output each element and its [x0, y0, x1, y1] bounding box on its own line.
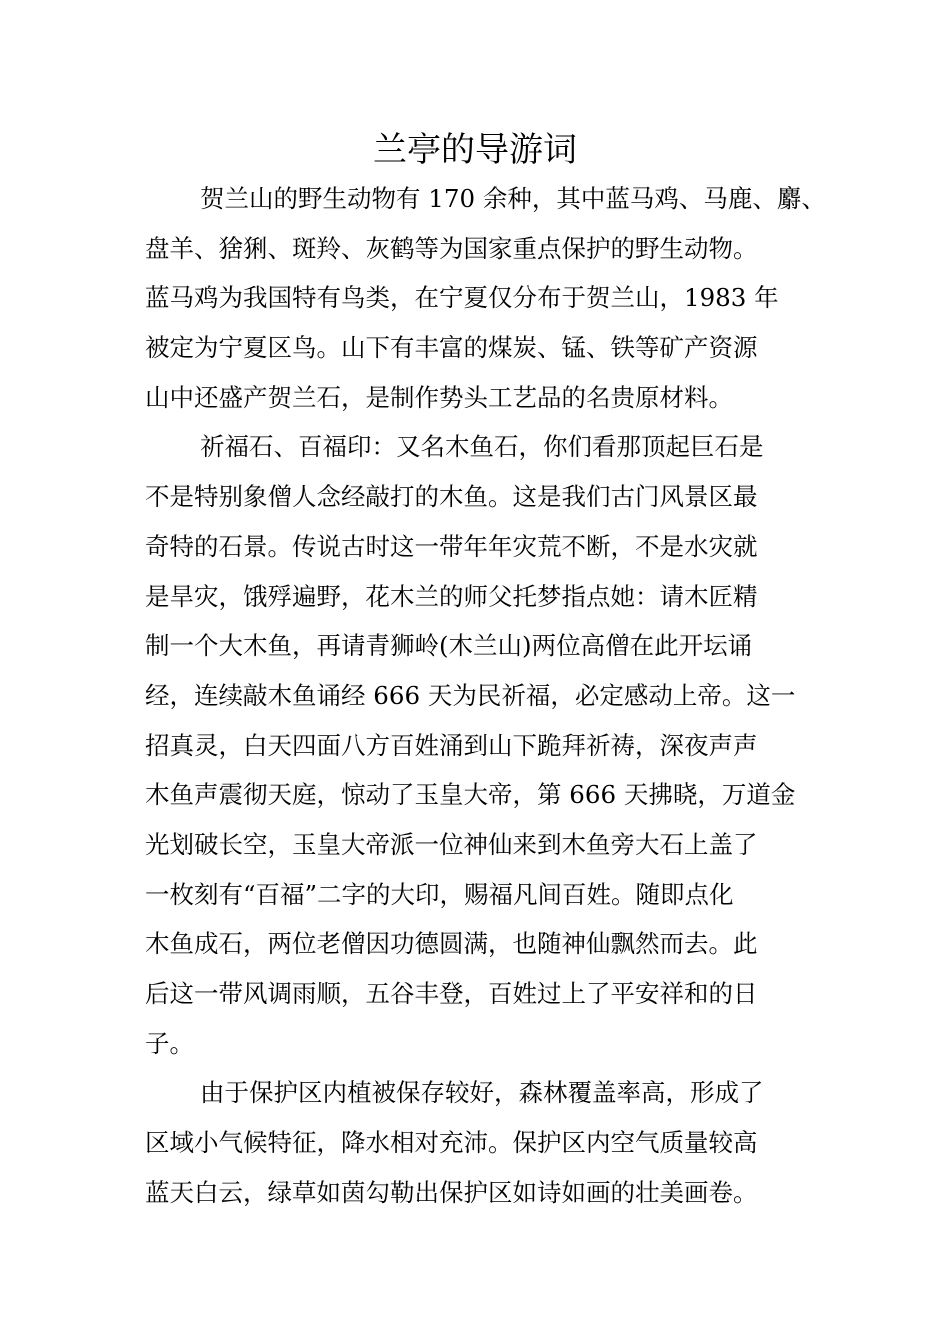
paragraph-1-line: 山中还盛产贺兰石，是制作势头工艺品的名贵原材料。 [145, 382, 733, 412]
paragraph-2-line: 不是特别象僧人念经敲打的木鱼。这是我们古门风景区最 [145, 482, 758, 512]
document-title: 兰亭的导游词 [373, 130, 577, 170]
paragraph-3-line: 蓝天白云，绿草如茵勾勒出保护区如诗如画的壮美画卷。 [145, 1177, 758, 1207]
paragraph-2-line: 奇特的石景。传说古时这一带年年灾荒不断，不是水灾就 [145, 531, 758, 561]
paragraph-2-line: 经，连续敲木鱼诵经 666 天为民祈福，必定感动上帝。这一 [145, 680, 796, 710]
paragraph-1-line: 被定为宁夏区鸟。山下有丰富的煤炭、锰、铁等矿产资源 [145, 333, 758, 363]
paragraph-1-line: 贺兰山的野生动物有 170 余种，其中蓝马鸡、马鹿、麝、 [200, 184, 826, 213]
paragraph-2-line: 一枚刻有“百福”二字的大印，赐福凡间百姓。随即点化 [145, 879, 734, 909]
paragraph-2-line: 木鱼成石，两位老僧因功德圆满，也随神仙飘然而去。此 [145, 929, 758, 959]
paragraph-2-line: 祈福石、百福印：又名木鱼石，你们看那顶起巨石是 [200, 432, 764, 462]
paragraph-2-line: 是旱灾，饿殍遍野，花木兰的师父托梦指点她：请木匠精 [145, 581, 758, 611]
paragraph-2-line: 木鱼声震彻天庭，惊动了玉皇大帝，第 666 天拂晓，万道金 [145, 780, 796, 810]
paragraph-3-line: 由于保护区内植被保存较好，森林覆盖率高，形成了 [200, 1078, 764, 1108]
paragraph-2-line: 制一个大木鱼，再请青狮岭(木兰山)两位高僧在此开坛诵 [145, 631, 753, 661]
paragraph-2-line: 光划破长空，玉皇大帝派一位神仙来到木鱼旁大石上盖了 [145, 829, 758, 859]
document-body [145, 174, 835, 1217]
paragraph-2-line: 后这一带风调雨顺，五谷丰登，百姓过上了平安祥和的日 [145, 979, 758, 1008]
paragraph-3-line: 区域小气候特征，降水相对充沛。保护区内空气质量较高 [145, 1128, 758, 1158]
paragraph-2-line: 招真灵，白天四面八方百姓涌到山下跪拜祈祷，深夜声声 [145, 730, 758, 760]
paragraph-1-line: 蓝马鸡为我国特有鸟类，在宁夏仅分布于贺兰山，1983 年 [145, 283, 779, 313]
paragraph-2-line: 子。 [145, 1028, 194, 1058]
paragraph-1-line: 盘羊、猞猁、斑羚、灰鹤等为国家重点保护的野生动物。 [145, 233, 758, 263]
